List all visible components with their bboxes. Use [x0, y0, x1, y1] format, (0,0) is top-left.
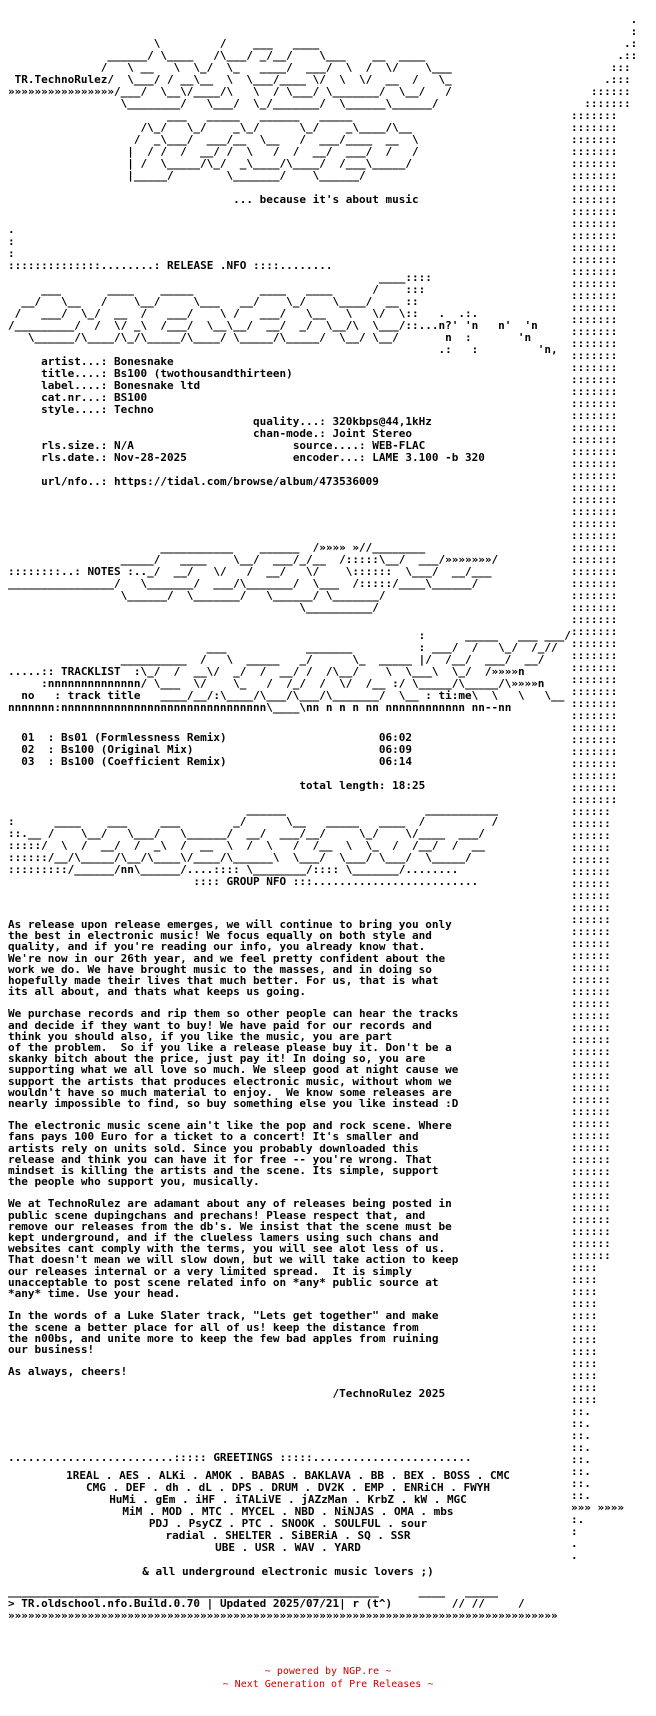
greetings-divider: .........................::::: GREETINGS :::::........................ [8, 1451, 472, 1464]
signature: /TechnoRulez 2025 [332, 1387, 446, 1401]
title-value: Bs100 (twothousandthirteen) [113, 367, 293, 380]
tracklist-banner: : _____ ___ ___/ ___ _______ : ___/ / \_/ /_// __________ / \ _____ _/ \_ _____ |/ /__/ ___/ __/ .....:: TRACKLIST :\_/ / __\/ _/ / __/ / /\__/ \ \___\ \_/ /»»»»n :nnnnnnnnnnnnnn/ \___ \/ \_ / /_/ / \/ /__ :/ \_____/\_____/\»»»»n no : track title ____/__/:\____/\___/\___/\_______/ \__ : ti:me\ \ \ \__ nnnnnnn:nnnnnnnnnnnnnnnnnnnnnnnnnnnnnnn\____\nn n n n nn nnnnnnnnnnnn nn--nn [8, 629, 571, 714]
track-title: Bs100 (Coefficient Remix) [61, 755, 227, 768]
right-border-art [571, 14, 641, 1614]
col-time: ti:me [438, 689, 472, 702]
release-divider: . : : ::::::::::::::........: RELEASE .NFO ::::........ ____:::: ___ ____ _____ ____ ____ / ::: __/ \__ / \__/ \___ __/ \_/ \____/ __ :: / ___/ \_/ __ / ___/ \ / ___/ \__ \ \/ \:: . .:. /_________/ / \/ _\ /___/ \__\__/ __/ _/ \__/\ \___/::...n?' 'n n' 'n \______/\____/\_/\_____/\____/ \_____/\_____/ \__/ \__/ n : 'n .: : 'n, [8, 223, 558, 356]
track-row: 02 : Bs100 (Original Mix) 06:09 [21, 743, 413, 756]
build-bar-line: > TR.oldschool.nfo.Build.0.70 | Updated 2025/07/21| r (t^) // // / [8, 1597, 525, 1610]
label-value: Bonesnake ltd [113, 379, 201, 392]
greetings-line: 1REAL . AES . ALKi . AMOK . BABAS . BAKLAVA . BB . BEX . BOSS . CMC [66, 1469, 510, 1482]
track-row: 01 : Bs01 (Formlessness Remix) 06:02 [21, 731, 413, 744]
track-time: 06:14 [378, 755, 413, 768]
date-label: rls.date.: [41, 451, 108, 464]
group-tag: TR.TechnoRulez [14, 73, 108, 86]
tracklist-table [8, 732, 568, 792]
right-border-pattern: . : .: .:: ::: .::: :::::: ::::::: ::::::: ::::::: ::::::: ::::::: ::::::: ::::::: ::::::: ::::::: ::::::: ::::::: ::::::: ::::::: ::::::: ::::::: ::::::: ::::::: ::::::: ::::::: ::::::: ::::::: ::::::: ::::::: ::::::: ::::::: ::::::: ::::::: ::::::: ::::::: ::::::: ::::::: ::::::: ::::::: ::::::: ::::::: ::::::: ::::::: ::::::: ::::::: ::::::: ::::::: ::::::: ::::::: ::::::: ::::::: ::::::: ::::::: ::::::: ::::::: ::::::: ::::::: ::::::: ::::::: ::::::: ::::::: ::::::: ::::::: ::::::: ::::::: :::::: :::::: :::::: :::::: :::::: :::::: :::::: :::::: :::::: :::::: :::::: :::::: :::::: :::::: :::::: :::::: :::::: :::::: :::::: :::::: :::::: :::::: :::::: :::::: :::::: :::::: :::::: :::::: :::::: :::::: :::::: :::::: :::::: :::::: :::::: :::::: :::::: :::::: :::: :::: :::: :::: :::: :::: :::: :::: :::: :::: :::: :::: ::. ::. ::. ::. ::. ::. ::. ::. »»» »»»» :. : . . [571, 13, 638, 1562]
group-section-label: GROUP NFO [226, 875, 287, 888]
title-label: title....: [41, 367, 108, 380]
build-bar-rule: ________________________________________________________ ____ _____ [8, 1585, 499, 1598]
release-info [8, 356, 568, 488]
build-bar-arrows: »»»»»»»»»»»»»»»»»»»»»»»»»»»»»»»»»»»»»»»»»»»»»»»»»»»»»»»»»»»»»»»»»»»»»»»»»»»»»»»»»»» [8, 1609, 558, 1622]
signature-row [8, 1388, 568, 1400]
style-value: Techno [113, 403, 154, 416]
artist-value: Bonesnake [113, 355, 174, 368]
notes-section-label: NOTES [87, 565, 121, 578]
col-no: no [21, 689, 35, 702]
size-label: rls.size.: [41, 439, 108, 452]
greetings-line: CMG . DEF . dh . dL . DPS . DRUM . DV2K . EMP . ENRiCH . FWYH [86, 1481, 490, 1494]
source-label: source....: [292, 439, 366, 452]
footer-tagline: ~ Next Generation of Pre Releases ~ [222, 1679, 434, 1690]
greetings-line: MiM . MOD . MTC . MYCEL . NBD . NiNJAS . OMA . mbs [122, 1505, 454, 1518]
group-paragraph: As always, cheers! [8, 1365, 128, 1379]
release-section-label: RELEASE .NFO [166, 259, 247, 272]
col-title: track title [67, 689, 141, 702]
track-list [8, 732, 568, 768]
style-label: style....: [41, 403, 108, 416]
header-logo-art: \ / ___ ____ ______/ \____ /\___/ _/__/ \___ __ ____ / \ __ \ \_/ \_ ____/ ___/ \ / \/ \___ TR.TechnoRulez/ \___/ / __\__ \ \___/____ \/ \ \/ __ / \_ »»»»»»»»»»»»»»»»/___/ \__\/____/\ \ / \___/ \_______/ \__/ / \________/ \___/ \_/_______/ \______\______/ ___ _____ ______ _____ /\_/ \_/ _\_/ \_/ _\____/\__ / _\___/ ___/__ \__ / ___/____ __ \ | / / / __/ / \ / / __/ ___/ / / | / \_____/\_/ _\____/\____/ /___\_____/ |_____/ \_______/ \______/ ... because it's about music [8, 37, 452, 206]
source-value: WEB-FLAC [372, 439, 426, 452]
notes-banner: ___________ ______ /»»»» »//________ _____/ ____ \__/ ___/_/__ /:::::\__/ ___/»»»»»»»/ ::::::::..: NOTES :.._/ __/ \/ / __/ \/ \:::::: \___/ __/___ ________________/ \_______/ ___/\_______/ \___ /:::::/____\______/ \______/ \_______/ \______/ \_______/ \__________/ [8, 541, 499, 614]
greetings-section [8, 1452, 568, 1578]
encoder-value: LAME 3.100 -b 320 [372, 451, 485, 464]
group-banner: ______ ___________ : ____ ___ ___ _/ \__ _____ ____ / / ::.__ / \__/ \___/ \______/ __/ ___/__/ \_/ \/____ ___/ :::::/ \ / __/ / _\ / __ \ / \ / /__ \ \_ / /__/ / __ ::::::/__/\_____/\__/\____\/____/\______\ \___/ \___/ \___/ \_____/ :::::::::/______/nn\______/....:::: \________/:::: \_______/........ :::: GROUP NFO :::......................... [8, 803, 499, 888]
catnr-value: BS100 [113, 391, 148, 404]
group-paragraphs [8, 919, 568, 1377]
greetings-line: HuMi . gEm . iHF . iTALiVE . jAZzMan . KrbZ . kW . MGC [109, 1493, 467, 1506]
group-text [8, 919, 568, 1400]
build-bar [8, 1586, 568, 1622]
notes-section [8, 542, 568, 614]
track-no: 02 [21, 743, 35, 756]
track-row: 03 : Bs100 (Coefficient Remix) 06:14 [21, 755, 413, 768]
url-label: url/nfo..: [41, 475, 108, 488]
group-section [8, 804, 568, 888]
size-value: N/A [113, 439, 134, 452]
greetings-line: radial . SHELTER . SiBERiA . SQ . SSR [165, 1529, 411, 1542]
group-paragraph: In the words of a Luke Slater track, "Lets get together" and make the scene a better place for all of us! keep the distance from the n00bs, and unite more to keep the few bad apples from ruining our business! [8, 1309, 439, 1356]
artist-label: artist...: [41, 355, 108, 368]
label-label: label....: [41, 379, 108, 392]
updated-string: Updated 2025/07/21 [219, 1597, 340, 1610]
track-title: Bs01 (Formlessness Remix) [61, 731, 227, 744]
greetings-list [8, 1470, 568, 1554]
tagline: ... because it's about music [233, 193, 419, 206]
total-label: total length: [299, 779, 386, 792]
release-section [8, 224, 568, 356]
nfo-document [8, 14, 571, 1622]
catnr-label: cat.nr...: [41, 391, 108, 404]
greetings-closing: & all underground electronic music lovers ;) [142, 1565, 434, 1578]
header-logo [8, 14, 568, 206]
total-value: 18:25 [392, 779, 426, 792]
greetings-line: PDJ . PsyCZ . PTC . SNOOK . SOULFUL . sour [148, 1517, 428, 1530]
track-time: 06:02 [378, 731, 413, 744]
footer-powered-by[interactable]: ~ powered by NGP.re ~ [264, 1666, 392, 1677]
group-paragraph: We purchase records and rip them so other people can hear the tracks and decide if they want to buy! We have paid for our records and think you should also, if you like the music, you are part of the problem. So if you like a release please buy it. Don't be a skanky bitch about the price, just pay it! In doing so, you are supporting what we all love so much. We sleep good at night cause we support the artists that produces electronic music, without whom we wouldn't have so much material to enjoy. We know some releases are nearly impossible to find, so buy something else you like instead :D [8, 1007, 459, 1111]
group-paragraph: As release upon release emerges, we will continue to bring you only the best in electronic music! We focus equally on both style and quality, and if you're reading our info, you already know that. We're now in our 26th year, and we feel pretty confident about the work we do. We have brought music to the masses, and in doing so hopefully made their lives that much better. For us, that is what its all about, and thats what keeps us going. [8, 918, 452, 999]
release-info-block [8, 356, 568, 488]
quality-label: quality...: [253, 415, 326, 428]
track-no: 03 [21, 755, 35, 768]
track-title: Bs100 (Original Mix) [61, 743, 194, 756]
group-paragraph: The electronic music scene ain't like the pop and rock scene. Where fans pays 100 Euro for a ticket to a concert! It's smaller and artists rely on units sold. Since you probably downloaded this release and think you can have it for free -- you're wrong. That mindset is killing the artists and the scene. Its simple, support the people who support you, musically. [8, 1119, 452, 1189]
date-value: Nov-28-2025 [113, 451, 187, 464]
chanmode-label: chan-mode.: [253, 427, 326, 440]
encoder-label: encoder...: [292, 451, 366, 464]
quality-value: 320kbps@44,1kHz [332, 415, 432, 428]
tracklist-section [8, 629, 571, 714]
total-length-row [8, 768, 568, 792]
url-value[interactable]: https://tidal.com/browse/album/473536009 [113, 475, 379, 488]
chanmode-value: Joint Stereo [332, 427, 413, 440]
track-time: 06:09 [378, 743, 413, 756]
group-paragraph: We at TechnoRulez are adamant about any of releases being posted in public scene dupingchans and prechans! Please respect that, and remove our releases from the db's. We insist that the scene must be kept underground, and if the clueless lamers using such chans and websites cant comply with the terms, you will see alot less of us. That doesn't mean we will slow down, but we will take action to keep our releases internal or a very limited spread. It is simply unacceptable to post scene related info on *any* public source at *any* time. Use your head. [8, 1197, 459, 1301]
greetings-line: UBE . USR . WAV . YARD [215, 1541, 361, 1554]
track-no: 01 [21, 731, 35, 744]
tracklist-section-label: TRACKLIST [60, 665, 121, 678]
footer [0, 1665, 656, 1691]
greetings-section-label: GREETINGS [213, 1451, 273, 1464]
build-string: > TR.oldschool.nfo.Build.0.70 [8, 1597, 201, 1610]
